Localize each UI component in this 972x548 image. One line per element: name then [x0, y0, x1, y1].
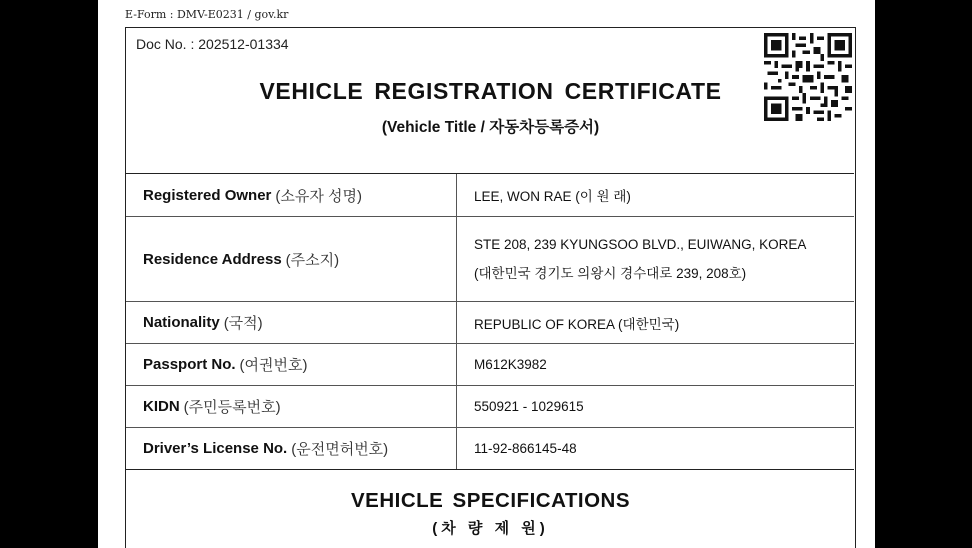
value-text: REPUBLIC OF KOREA (대한민국)	[474, 316, 680, 332]
value-text: LEE, WON RAE (이 원 래)	[474, 189, 631, 204]
qr-code-icon	[764, 33, 852, 121]
row-label	[126, 302, 457, 343]
row-value	[457, 386, 854, 427]
row-value	[457, 174, 854, 216]
row-value	[457, 428, 854, 469]
doc-number: Doc No. : 202512-01334	[136, 36, 289, 52]
owner-info-table	[126, 173, 854, 470]
label-en: Driver’s License No.	[143, 440, 288, 457]
table-row	[126, 428, 854, 470]
table-row	[126, 302, 854, 344]
label-ko: (소유자 성명)	[275, 187, 362, 205]
row-value	[457, 344, 854, 385]
certificate-frame	[125, 27, 856, 548]
label-ko: (주소지)	[285, 251, 340, 269]
value-text-line2: (대한민국 경기도 의왕시 경수대로 239, 208호)	[474, 265, 747, 281]
certificate-title: VEHICLE REGISTRATION CERTIFICATE	[259, 78, 722, 104]
value-text: 550921 - 1029615	[474, 399, 584, 414]
label-ko: (운전면허번호)	[291, 441, 389, 458]
label-ko: (주민등록번호)	[183, 399, 281, 416]
label-en: Nationality	[143, 314, 220, 331]
table-row	[126, 217, 854, 302]
certificate-subtitle: (Vehicle Title / 자동차등록증서)	[381, 119, 600, 136]
label-ko: (여권번호)	[239, 357, 308, 374]
row-value	[457, 302, 854, 343]
value-text: M612K3982	[474, 357, 547, 372]
spec-section-subtitle: (차 량 제 원)	[432, 520, 549, 537]
row-label	[126, 344, 457, 385]
label-ko: (국적)	[223, 315, 263, 332]
value-text: 11-92-866145-48	[474, 441, 577, 456]
row-label	[126, 386, 457, 427]
row-label	[126, 174, 457, 216]
value-text: STE 208, 239 KYUNGSOO BLVD., EUIWANG, KOREA	[474, 236, 807, 252]
table-row	[126, 344, 854, 386]
label-en: Passport No.	[143, 356, 236, 373]
row-label	[126, 428, 457, 469]
label-en: KIDN	[143, 398, 180, 415]
form-header: E-Form : DMV-E0231 / gov.kr	[125, 8, 289, 21]
certificate-page	[98, 0, 875, 548]
row-value	[457, 217, 854, 301]
table-row	[126, 174, 854, 217]
row-label	[126, 217, 457, 301]
table-row	[126, 386, 854, 428]
spec-section-title: VEHICLE SPECIFICATIONS	[350, 489, 630, 512]
label-en: Residence Address	[143, 250, 282, 268]
label-en: Registered Owner	[143, 186, 272, 204]
